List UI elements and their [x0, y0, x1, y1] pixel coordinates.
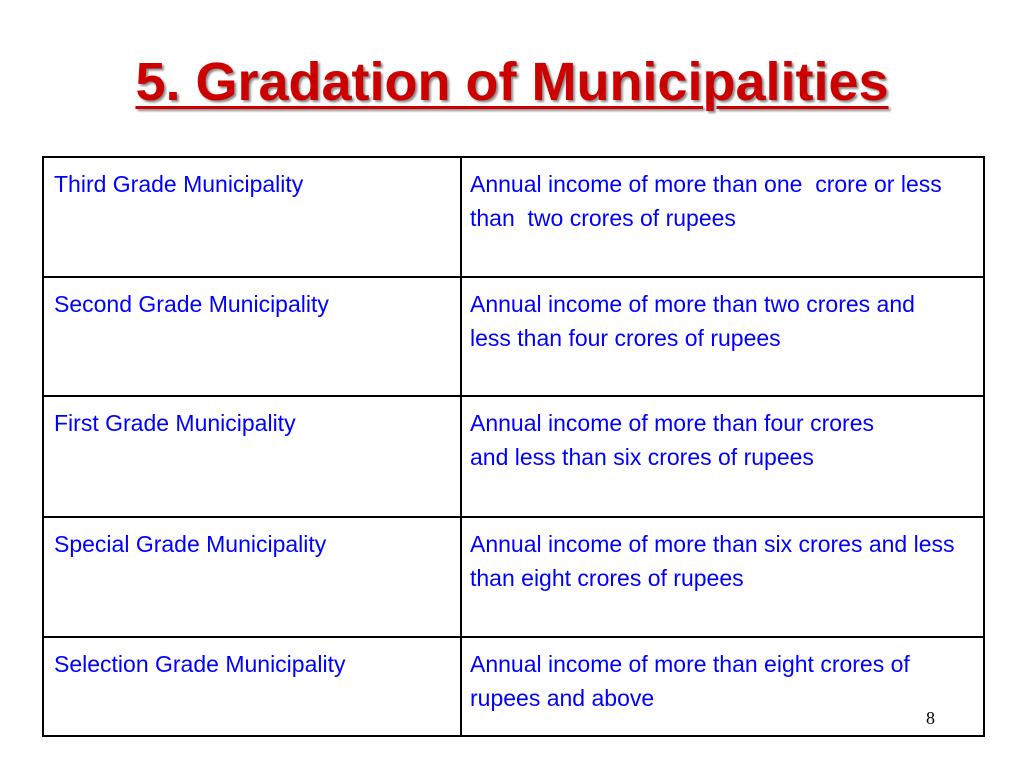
table-row [43, 637, 984, 736]
income-cell [461, 396, 984, 517]
income-cell [461, 637, 984, 736]
income-text: Annual income of more than eight crores of rupees and above [470, 651, 910, 711]
income-cell [461, 517, 984, 637]
income-text: Annual income of more than one crore or less than two crores of rupees [470, 171, 949, 231]
table-row [43, 157, 984, 277]
income-cell [461, 157, 984, 277]
grade-cell: Selection Grade Municipality [43, 637, 461, 736]
table-body [43, 157, 984, 736]
table-row [43, 277, 984, 396]
table-row [43, 517, 984, 637]
income-text: Annual income of more than two crores and less than four crores of rupees [470, 291, 915, 351]
municipality-grade-table [42, 156, 985, 737]
grade-cell: Special Grade Municipality [43, 517, 461, 637]
income-cell [461, 277, 984, 396]
slide-title: 5. Gradation of Municipalities [135, 52, 889, 112]
table-row [43, 396, 984, 517]
income-text: Annual income of more than six crores and less than eight crores of rupees [470, 531, 955, 591]
page-number: 8 [926, 708, 935, 728]
grade-cell: Third Grade Municipality [43, 157, 461, 277]
grade-cell: First Grade Municipality [43, 396, 461, 517]
grade-cell: Second Grade Municipality [43, 277, 461, 396]
income-text: Annual income of more than four crores and less than six crores of rupees [470, 410, 874, 470]
